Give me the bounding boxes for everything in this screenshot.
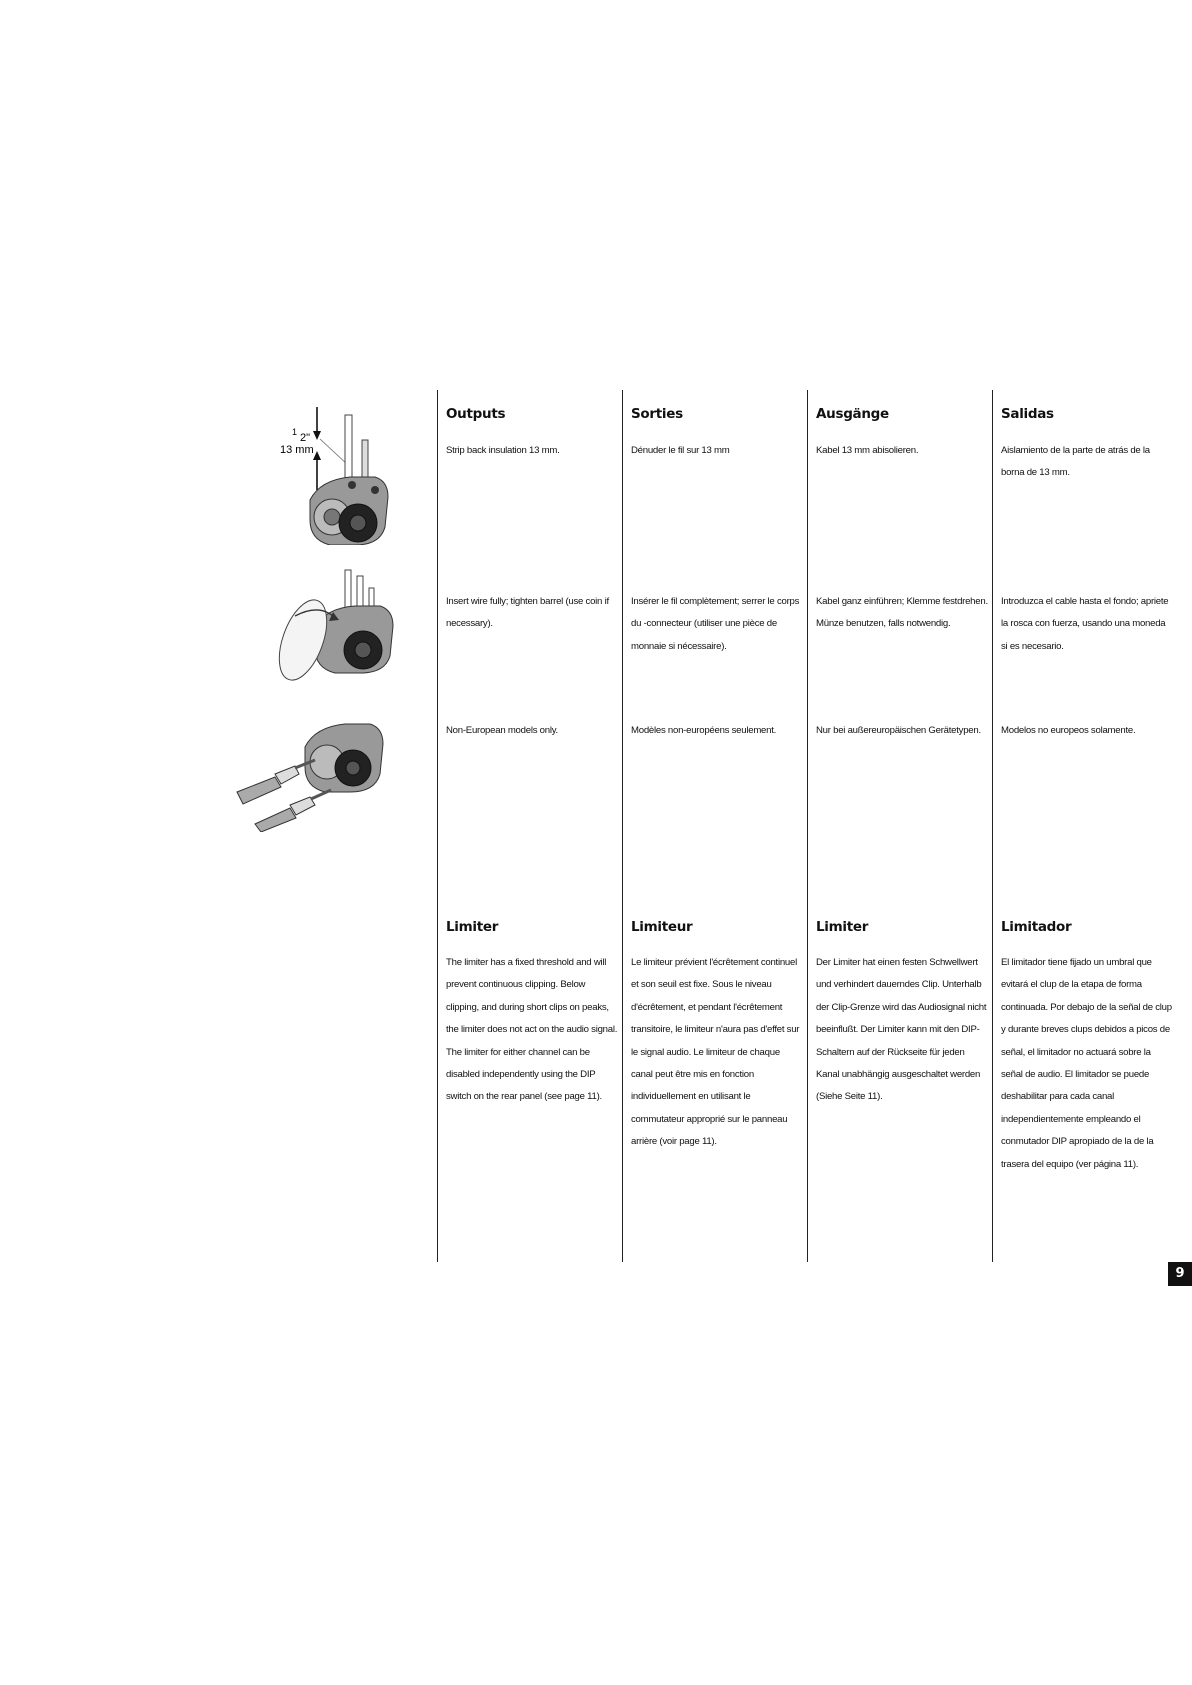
- non-european-text-de: Nur bei außereuropäischen Gerätetypen.: [816, 725, 981, 736]
- strip-insulation-text-en: Strip back insulation 13 mm.: [446, 445, 560, 456]
- outputs-heading-fr: Sorties: [631, 406, 683, 422]
- column-divider: [437, 390, 438, 1262]
- insert-wire-text-de: Kabel ganz einführen; Klemme festdrehen. Münze benutzen, falls notwendig.: [816, 596, 988, 630]
- limiter-text-es: El limitador tiene fijado un umbral que evitará el clup de la etapa de forma continuada. Por debajo de la señal de clup y durante breves clups debidos a picos de señal, el limitador no actuará sobre la señal de audio. El limitador se puede deshabilitar para cada canal independientemente empleando el conmutador DIP apropiado de la de la trasera del equipo (ver página 11).: [1001, 957, 1172, 1170]
- limiter-heading-es: Limitador: [1001, 919, 1072, 935]
- page-number-badge: 9: [1168, 1262, 1192, 1286]
- insert-wire-text-fr: Insérer le fil complètement; serrer le corps du -connecteur (utiliser une pièce de monnaie si nécessaire).: [631, 596, 800, 652]
- limiter-heading-de: Limiter: [816, 919, 869, 935]
- non-european-text-fr: Modèles non-européens seulement.: [631, 725, 777, 736]
- non-european-text-en: Non-European models only.: [446, 725, 558, 736]
- column-divider: [992, 390, 993, 1262]
- outputs-heading-en: Outputs: [446, 406, 506, 422]
- strip-insulation-illustration: [270, 405, 410, 545]
- outputs-heading-es: Salidas: [1001, 406, 1054, 422]
- strip-insulation-text-es: Aislamiento de la parte de atrás de la borna de 13 mm.: [1001, 445, 1150, 479]
- insert-wire-text-en: Insert wire fully; tighten barrel (use coin if necessary).: [446, 596, 609, 630]
- strip-insulation-text-fr: Dénuder le fil sur 13 mm: [631, 445, 730, 456]
- fraction-denominator: 2": [300, 432, 311, 444]
- strip-insulation-text-de: Kabel 13 mm abisolieren.: [816, 445, 919, 456]
- fraction-numerator: 1: [292, 427, 298, 437]
- insert-wire-text-es: Introduzca el cable hasta el fondo; apriete la rosca con fuerza, usando una moneda si es necesario.: [1001, 596, 1169, 652]
- mm-label: 13 mm: [280, 444, 314, 456]
- limiter-text-de: Der Limiter hat einen festen Schwellwert und verhindert dauerndes Clip. Unterhalb der Clip-Grenze wird das Audiosignal nicht beeinflußt. Der Limiter kann mit den DIP-Schaltern auf der Rückseite für jeden Kanal unabhängig ausgeschaltet werden (Siehe Seite 11).: [816, 957, 987, 1103]
- limiter-heading-en: Limiter: [446, 919, 499, 935]
- banana-plug-illustration: [235, 712, 410, 832]
- limiter-text-en: The limiter has a fixed threshold and will prevent continuous clipping. Below clipping, and during short clips on peaks, the limiter does not act on the audio signal. The limiter for either channel can be disabled independently using the DIP switch on the rear panel (see page 11).: [446, 957, 618, 1103]
- non-european-text-es: Modelos no europeos solamente.: [1001, 725, 1136, 736]
- column-divider: [622, 390, 623, 1262]
- column-divider: [807, 390, 808, 1262]
- limiter-text-fr: Le limiteur prévient l'écrêtement continuel et son seuil est fixe. Sous le niveau d'écrêtement, et pendant l'écrêtement transitoire, le limiteur n'aura pas d'effet sur le signal audio. Le limiteur de chaque canal peut être mis en fonction individuellement en utilisant le commutateur approprié sur le panneau arrière (voir page 11).: [631, 957, 800, 1148]
- outputs-heading-de: Ausgänge: [816, 406, 889, 422]
- tighten-barrel-illustration: [275, 568, 410, 683]
- limiter-heading-fr: Limiteur: [631, 919, 693, 935]
